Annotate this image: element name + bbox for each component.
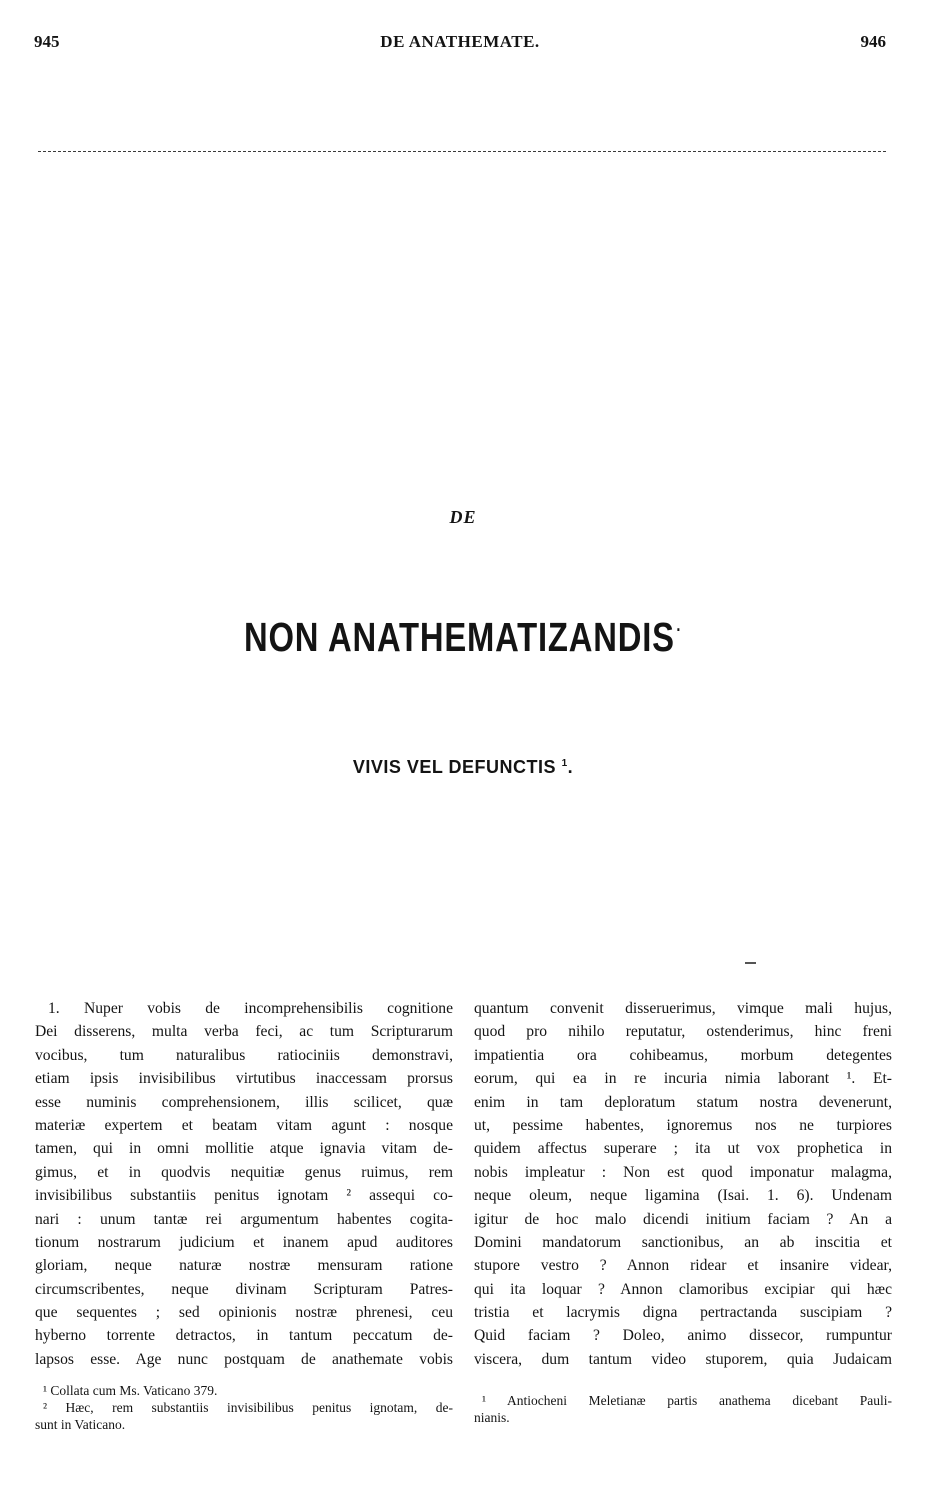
print-speck — [745, 962, 756, 964]
text-line: circumscribentes, neque divinam Scripturam Patres- — [35, 1280, 453, 1298]
text-line: vocibus, tum naturalibus ratiociniis demonstravi, — [35, 1046, 453, 1064]
text-line: invisibilibus substantiis penitus ignotam ² assequi co- — [35, 1187, 453, 1205]
main-title — [93, 614, 834, 661]
text-line: igitur de hoc malo dicendi initium faciam ? An a — [474, 1210, 892, 1228]
text-line: nari : unum tantæ rei argumentum habentes cogita- — [35, 1210, 453, 1228]
text-line: nobis impleatur : Non est quod imponatur malagma, — [474, 1163, 892, 1181]
left-page-number: 945 — [34, 32, 60, 51]
footnote: ¹ Antiocheni Meletianæ partis anathema dicebant Pauli- — [482, 1393, 892, 1408]
subtitle-end: . — [567, 757, 574, 777]
heading-de: DE — [449, 507, 477, 527]
left-footnotes — [35, 1382, 453, 1433]
text-line: tristia et lacrymis digna pertractanda suscipiam ? — [474, 1304, 892, 1322]
text-line: neque oleum, neque ligamina (Isai. 1. 6). Undenam — [474, 1187, 892, 1205]
subtitle-text: VIVIS VEL DEFUNCTIS — [352, 757, 557, 777]
text-line: 1. Nuper vobis de incomprehensibilis cognitione — [48, 1000, 453, 1017]
main-title-mark: · — [676, 620, 683, 641]
text-line: tamen, qui in omni mollitie atque ignavia vitam de- — [35, 1140, 453, 1158]
footnote: ¹ Collata cum Ms. Vaticano 379. — [43, 1383, 218, 1398]
text-line: tionum nostrarum judicium et inanem apud auditores — [35, 1233, 453, 1251]
text-line: stupore vestro ? Annon ridear et insanire videar, — [474, 1257, 892, 1275]
text-line: Quid faciam ? Doleo, animo dissecor, rumpuntur — [474, 1327, 892, 1345]
text-line: eorum, qui ea in re incuria nimia laborant ¹. Et- — [474, 1070, 892, 1088]
running-header — [34, 32, 886, 58]
text-line: quidem affectus superare ; ita ut vox prophetica in — [474, 1140, 892, 1158]
text-line: Domini mandatorum sanctionibus, an ab inscitia et — [474, 1233, 892, 1251]
text-line: quantum convenit disseruerimus, vimque mali hujus, — [474, 1000, 892, 1017]
subtitle-footnote-ref: 1 — [561, 758, 568, 769]
text-line: quod pro nihilo reputatur, ostenderimus, hinc freni — [474, 1023, 892, 1041]
text-line: esse numinis comprehensionem, illis scilicet, quæ — [35, 1093, 453, 1111]
left-text-column — [35, 997, 453, 1371]
right-page-number: 946 — [860, 32, 886, 51]
subtitle — [0, 757, 926, 778]
text-line: que sequentes ; sed opinionis nostræ phrenesi, ceu — [35, 1304, 453, 1322]
text-line: qui ita loquar ? Annon clamoribus excipiar qui hæc — [474, 1280, 892, 1298]
main-title-text: NON ANATHEMATIZANDIS — [243, 614, 675, 660]
text-line: etiam ipsis invisibilibus virtutibus inaccessam prorsus — [35, 1070, 453, 1088]
text-line: Dei disserens, multa verba feci, ac tum Scripturarum — [35, 1023, 453, 1041]
header-rule — [38, 151, 886, 152]
text-line: gimus, et in quodvis nequitiæ genus ruimus, rem — [35, 1163, 453, 1181]
text-line: materiæ expertem et beatam vitam agunt : nosque — [35, 1116, 453, 1134]
text-line: impatientia ora cohibeamus, morbum detegentes — [474, 1046, 892, 1064]
footnote-continuation: nianis. — [474, 1410, 510, 1425]
text-line: enim in tam deploratum statum nostra devenerunt, — [474, 1093, 892, 1111]
text-line: ut, pessime habentes, ignoremus nos ne turpiores — [474, 1116, 892, 1134]
footnote: ² Hæc, rem substantiis invisibilibus penitus ignotam, de- — [43, 1400, 453, 1415]
text-line: gloriam, neque naturæ nostræ mensuram ratione — [35, 1257, 453, 1275]
running-title: DE ANATHEMATE. — [380, 32, 540, 51]
right-footnotes — [474, 1392, 892, 1426]
footnote-continuation: sunt in Vaticano. — [35, 1417, 126, 1432]
text-line: viscera, dum tantum video stuporem, quia Judaicam — [474, 1350, 892, 1368]
text-line: hyberno torrente detractos, in tantum peccatum de- — [35, 1327, 453, 1345]
right-text-column — [474, 997, 892, 1371]
text-line: lapsos esse. Age nunc postquam de anathemate vobis — [35, 1350, 453, 1368]
